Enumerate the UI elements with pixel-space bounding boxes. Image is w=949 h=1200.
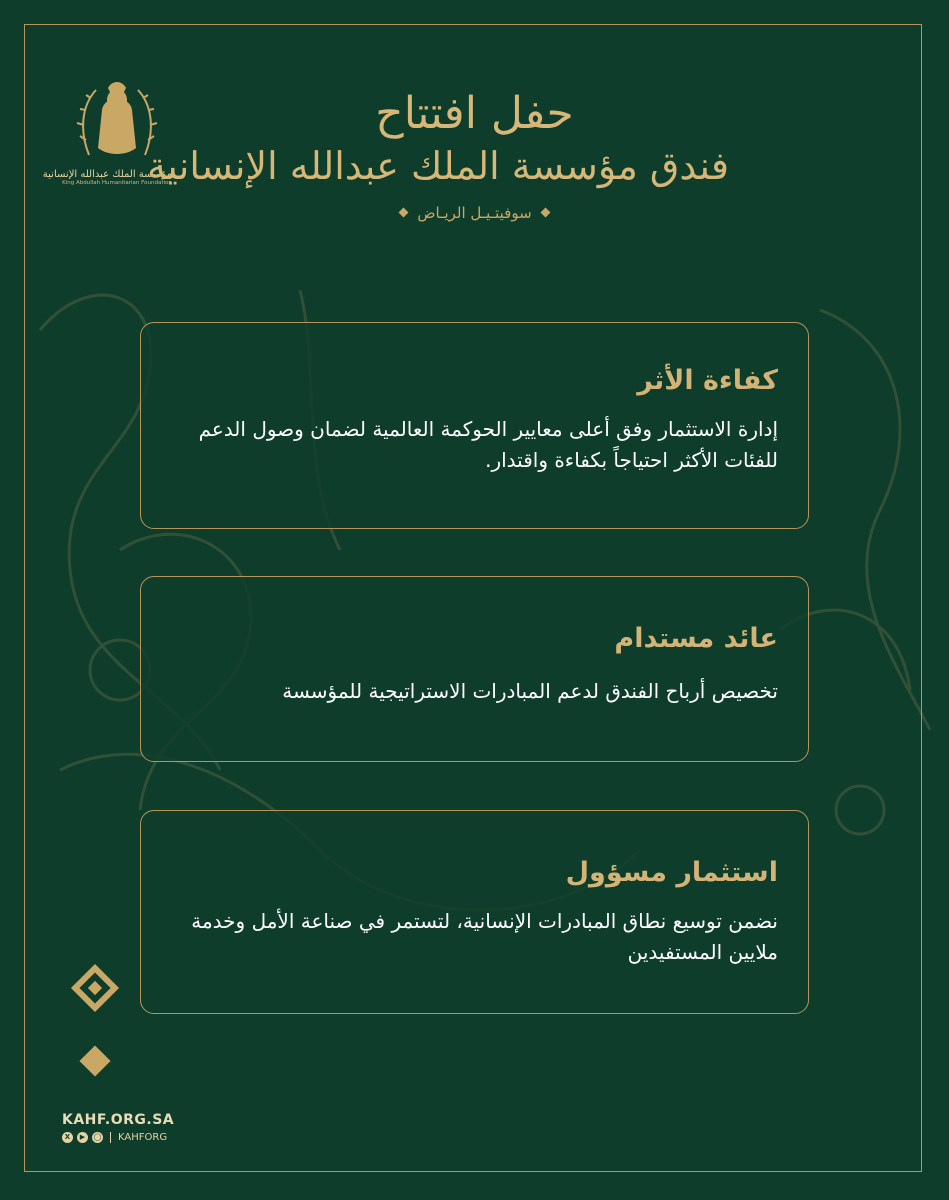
social-handle[interactable]: KAHFORG [118,1132,168,1143]
card-impact-efficiency [140,322,809,529]
card-body: نضمن توسيع نطاق المبادرات الإنسانية، لتستمر في صناعة الأمل وخدمة ملايين المستفيدين [191,909,778,964]
instagram-icon[interactable]: ◯ [93,1133,102,1141]
diamond-icon [540,208,550,218]
logo-name-arabic: مؤسسة الملك عبدالله الإنسانية [42,169,172,180]
venue-name: سوفيتـيـل الريـاض [417,203,532,222]
event-title-line1: حفل افتتاح [375,88,574,139]
card-title: استثمار مسؤول [565,857,778,888]
x-icon[interactable]: X [62,1132,73,1143]
card-body: تخصيص أرباح الفندق لدعم المبادرات الاستراتيجية للمؤسسة [282,679,778,703]
venue-row [220,204,729,222]
card-sustainable-return [140,576,809,762]
card-responsible-investment [140,810,809,1014]
card-body: إدارة الاستثمار وفق أعلى معايير الحوكمة العالمية لضمان وصول الدعم للفئات الأكثر احتياجاً بكفاءة واقتدار. [198,417,778,472]
divider [110,1132,111,1143]
youtube-icon[interactable]: ▶ [77,1132,88,1143]
website-link[interactable]: KAHF.ORG.SA [62,1112,175,1128]
footer [62,1112,174,1143]
logo-name-english: King Abdullah Humanitarian Foundation [62,180,172,186]
social-row [62,1132,174,1143]
diamond-icon [399,208,409,218]
event-header [146,88,729,222]
card-title: عائد مستدام [614,623,778,654]
event-title-line2: فندق مؤسسة الملك عبدالله الإنسانية [146,144,729,189]
card-title: كفاءة الأثر [637,365,778,396]
